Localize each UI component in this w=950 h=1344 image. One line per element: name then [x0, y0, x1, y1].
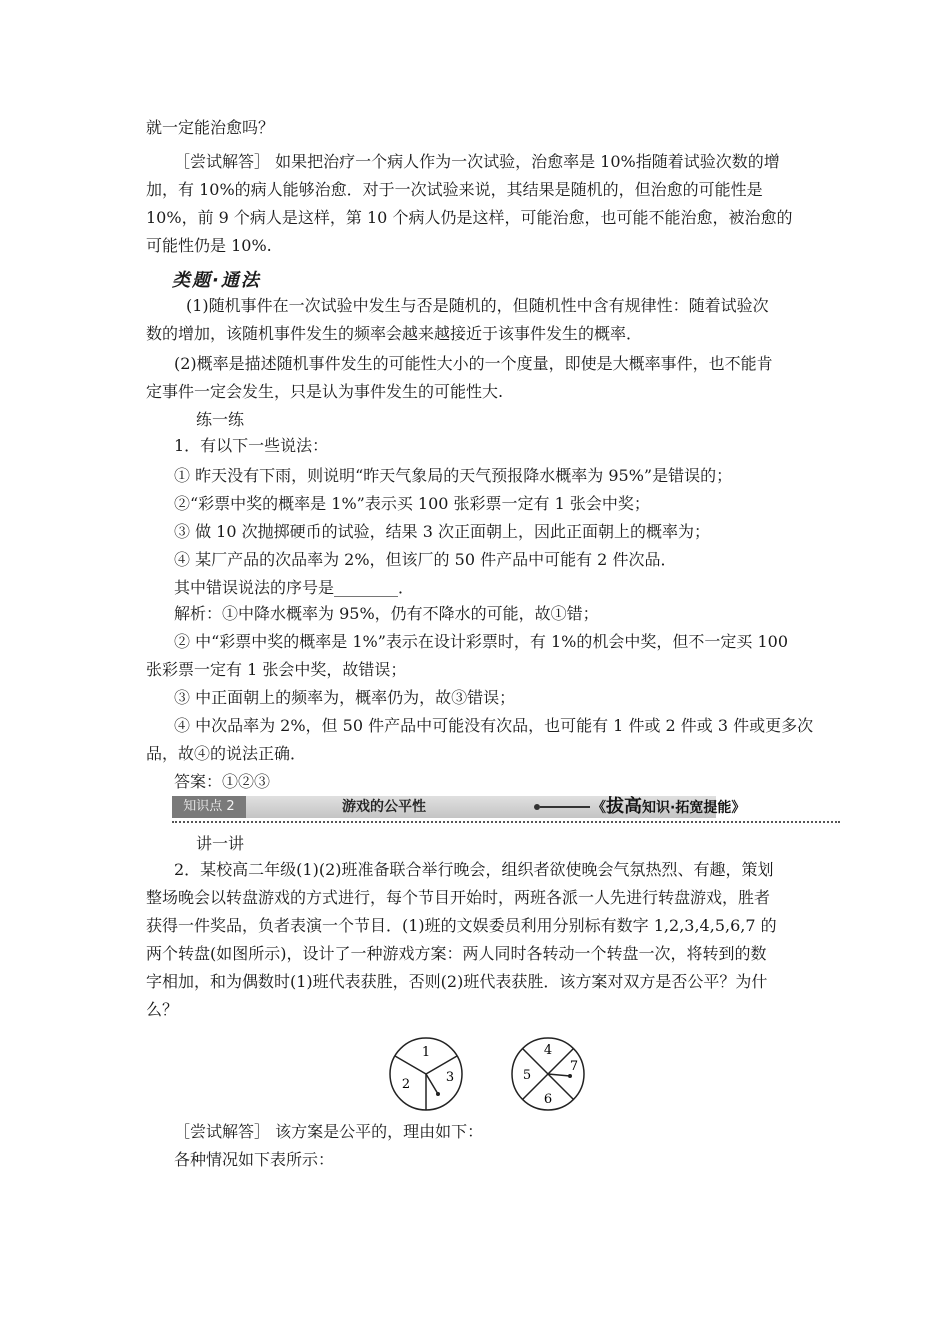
text-line: 加，有 10%的病人能够治愈．对于一次试验来说，其结果是随机的，但治愈的可能性是 — [146, 180, 763, 199]
banner-tag: 知识点 2 — [172, 796, 246, 818]
text-line: 2．某校高二年级(1)(2)班准备联合举行晚会，组织者欲使晚会气氛热烈、有趣，策划 — [174, 860, 774, 879]
text-line: ① 昨天没有下雨，则说明“昨天气象局的天气预报降水概率为 95%”是错误的； — [174, 466, 733, 485]
text-line: 两个转盘(如图所示)，设计了一种游戏方案：两人同时各转动一个转盘一次，将转到的数 — [146, 944, 767, 963]
banner-brand-small: 知识·拓宽提能 — [642, 800, 732, 816]
spinner-a-label: 1 — [421, 1045, 431, 1060]
text-line: 10%，前 9 个病人是这样，第 10 个病人仍是这样，可能治愈，也可能不能治愈，被治愈的 — [146, 208, 793, 227]
text-line: 就一定能治愈吗？ — [146, 118, 275, 137]
text-line: 字相加，和为偶数时(1)班代表获胜，否则(2)班代表获胜．该方案对双方是否公平？为什 — [146, 972, 768, 991]
subsection-title: 练一练 — [196, 410, 245, 429]
text-line: (1)随机事件在一次试验中发生与否是随机的，但随机性中含有规律性：随着试验次 — [186, 296, 769, 315]
text-line: 数的增加，该随机事件发生的频率会越来越接近于该事件发生的概率． — [146, 324, 643, 343]
text-line: ④ 某厂产品的次品率为 2%，但该厂的 50 件产品中可能有 2 件次品． — [174, 550, 677, 569]
banner-brand-big: 拔高 — [606, 796, 642, 817]
text-line: 获得一件奖品，负者表演一个节目．(1)班的文娱委员利用分别标有数字 1,2,3,4,5,6,7 的 — [146, 916, 777, 935]
text-line: ② 中“彩票中奖的概率是 1%”表示在设计彩票时，有 1%的机会中奖，但不一定买 100 — [174, 632, 789, 651]
spinner-b-label: 4 — [543, 1043, 553, 1058]
text-line: ②“彩票中奖的概率是 1%”表示买 100 张彩票一定有 1 张会中奖； — [174, 494, 650, 513]
answer-line: 答案：①②③ — [174, 772, 271, 791]
text-line: 张彩票一定有 1 张会中奖，故错误； — [146, 660, 407, 679]
spinner-figure — [388, 1036, 618, 1116]
subsection-title: 讲一讲 — [196, 834, 245, 853]
text-line: ④ 中次品率为 2%，但 50 件产品中可能没有次品，也可能有 1 件或 2 件或 3 件或更多次 — [174, 716, 814, 735]
spinner-b-label: 5 — [522, 1068, 532, 1083]
text-line: 么？ — [146, 1000, 179, 1019]
text-line: 解析：①中降水概率为 95%，仍有不降水的可能，故①错； — [174, 604, 599, 623]
text-line: 1．有以下一些说法： — [174, 436, 329, 455]
text-line: 品，故④的说法正确． — [146, 744, 307, 763]
text-line: ③ 中正面朝上的频率为，概率仍为，故③错误； — [174, 688, 516, 707]
spinner-b — [512, 1038, 584, 1110]
section-heading: 类题·通法 — [172, 270, 261, 291]
banner-rule — [540, 806, 590, 808]
text-line: ［尝试解答］ 该方案是公平的，理由如下： — [174, 1122, 484, 1141]
text-line: ［尝试解答］ 如果把治疗一个病人作为一次试验，治愈率是 10%指随着试验次数的增 — [174, 152, 780, 171]
spinner-b-label: 7 — [569, 1059, 579, 1074]
banner-title: 游戏的公平性 — [342, 799, 426, 815]
text-line: 可能性仍是 10%. — [146, 236, 272, 255]
knowledge-point-banner — [172, 796, 836, 820]
text-line: 各种情况如下表所示： — [174, 1150, 335, 1169]
spinner-a — [390, 1038, 462, 1110]
banner-brand: 《拔高知识·拓宽提能》 — [592, 796, 746, 817]
text-line: 定事件一定会发生，只是认为事件发生的可能性大. — [146, 382, 504, 401]
text-line: ③ 做 10 次抛掷硬币的试验，结果 3 次正面朝上，因此正面朝上的概率为； — [174, 522, 710, 541]
spinner-a-label: 3 — [445, 1070, 455, 1085]
text-line: 整场晚会以转盘游戏的方式进行，每个节目开始时，两班各派一人先进行转盘游戏，胜者 — [146, 888, 771, 907]
spinner-a-label: 2 — [401, 1077, 411, 1092]
dotted-divider — [172, 821, 840, 823]
text-line: 其中错误说法的序号是________． — [174, 578, 415, 597]
text-line: (2)概率是描述随机事件发生的可能性大小的一个度量，即使是大概率事件，也不能肯 — [174, 354, 773, 373]
spinner-b-label: 6 — [543, 1092, 553, 1107]
